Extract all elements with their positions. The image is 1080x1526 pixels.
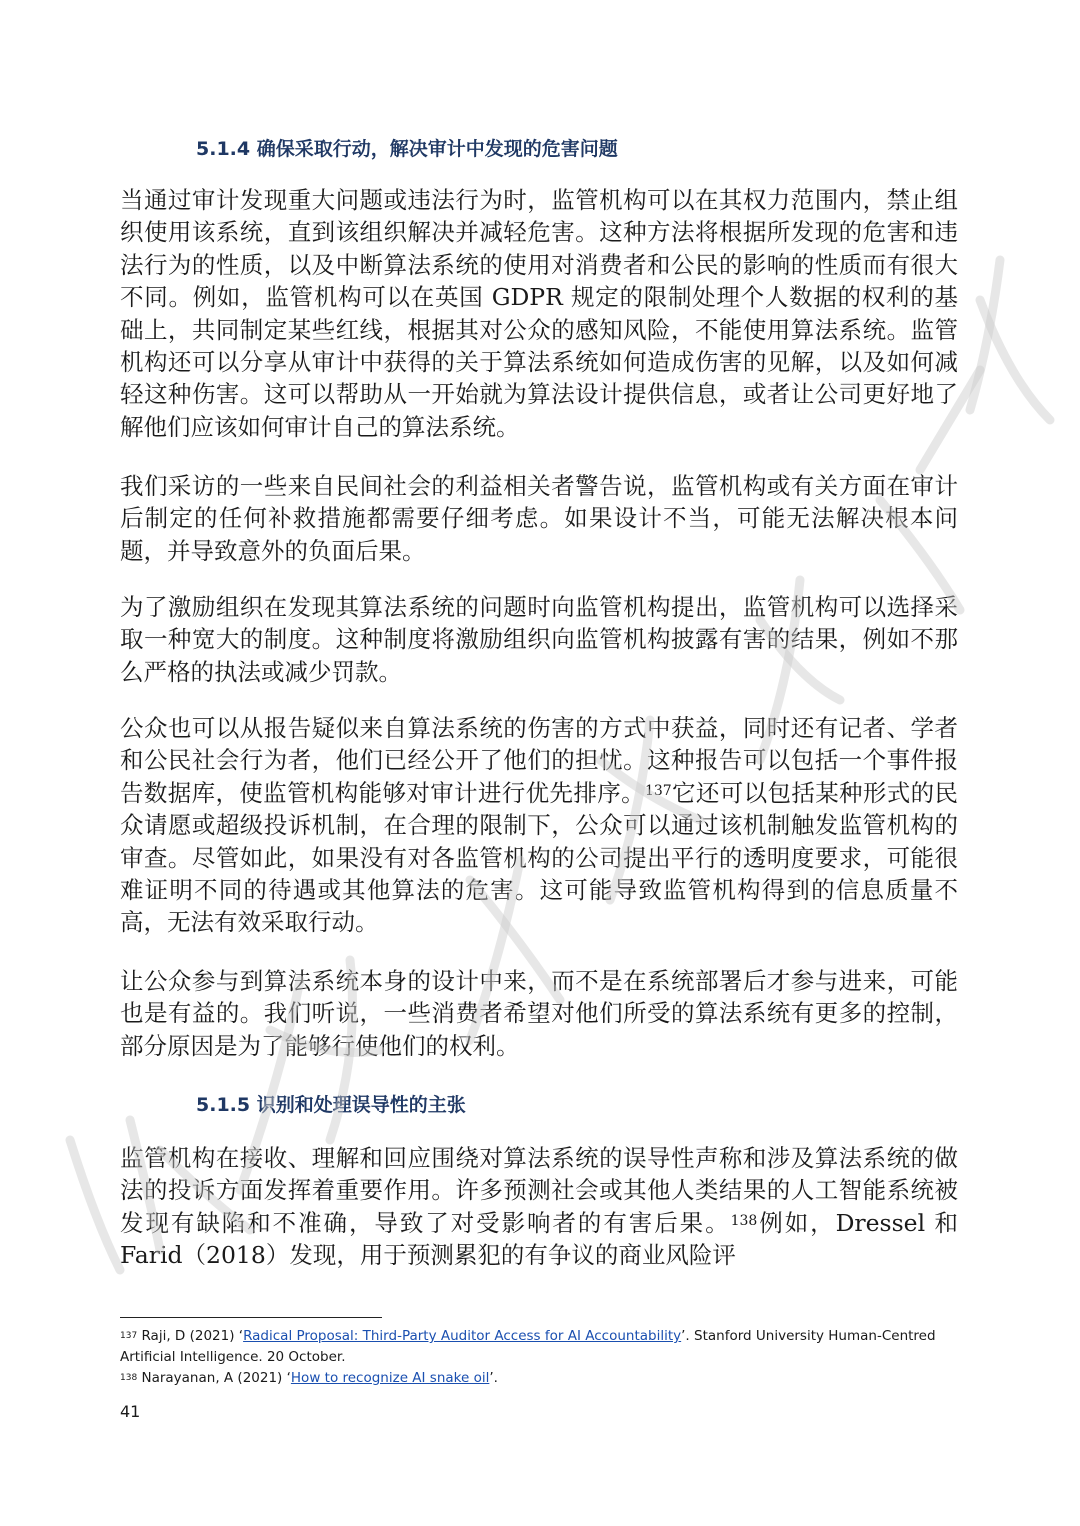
section-heading-5-1-4: 5.1.4 确保采取行动，解决审计中发现的危害问题 bbox=[196, 138, 618, 160]
paragraph-4-part-a: 公众也可以从报告疑似来自算法系统的伤害的方式中获益，同时还有记者、学者和公民社会行为者，他们已经公开了他们的担忧。这种报告可以包括一个事件报告数据库，使监管机构能够对审计进行优先排序。 bbox=[120, 714, 958, 807]
footnote-text: ’. bbox=[489, 1370, 498, 1386]
paragraph-6-part-a: 监管机构在接收、理解和回应围绕对算法系统的误导性声称和涉及算法系统的做法的投诉方面发挥着重要作用。许多预测社会或其他人类结果的人工智能系统被发现有缺陷和不准确，导致了对受影响者的有害后果。 bbox=[120, 1144, 958, 1237]
footnote-number: 137 bbox=[120, 1331, 138, 1341]
paragraph-6-part-b: 例如，Dressel 和 Farid（2018）发现，用于预测累犯的有争议的商业风险评 bbox=[120, 1208, 959, 1270]
section-heading-5-1-5: 5.1.5 识别和处理误导性的主张 bbox=[196, 1094, 466, 1116]
paragraph-6 bbox=[120, 1142, 958, 1272]
footnote-link-ai-snake-oil[interactable]: How to recognize AI snake oil bbox=[290, 1370, 490, 1386]
paragraph-4-part-b: 它还可以包括某种形式的民众请愿或超级投诉机制，在合理的限制下，公众可以通过该机制触发监管机构的审查。尽管如此，如果没有对各监管机构的公司提出平行的透明度要求，可能很难证明不同的待遇或其他算法的危害。这可能导致监管机构得到的信息质量不高，无法有效采取行动。 bbox=[120, 778, 959, 937]
footnote-ref-137[interactable]: 137 bbox=[644, 782, 672, 799]
footnote-text: Narayanan, A (2021) ‘ bbox=[137, 1370, 291, 1386]
footnote-divider bbox=[120, 1317, 382, 1318]
paragraph-4 bbox=[120, 712, 958, 939]
paragraph-3: 为了激励组织在发现其算法系统的问题时向监管机构提出，监管机构可以选择采取一种宽大的制度。这种制度将激励组织向监管机构披露有害的结果，例如不那么严格的执法或减少罚款。 bbox=[120, 593, 958, 686]
paragraph-5: 让公众参与到算法系统本身的设计中来，而不是在系统部署后才参与进来，可能也是有益的。我们听说，一些消费者希望对他们所受的算法系统有更多的控制，部分原因是为了能够行使他们的权利。 bbox=[120, 967, 958, 1060]
footnote-number: 138 bbox=[120, 1373, 138, 1383]
paragraph-1: 当通过审计发现重大问题或违法行为时，监管机构可以在其权力范围内，禁止组织使用该系统，直到该组织解决并减轻危害。这种方法将根据所发现的危害和违法行为的性质，以及中断算法系统的使用对消费者和公民的影响的性质而有很大不同。例如，监管机构可以在英国 GDPR 规定的限制处理个人数据的权利的基础上，共同制定某些红线，根据其对公众的感知风险，不能使用算法系统。监管机构还可以分享从审计中获得的关于算法系统如何造成伤害的见解，以及如何减轻这种伤害。这可以帮助从一开始就为算法设计提供信息，或者让公司更好地了解他们应该如何审计自己的算法系统。 bbox=[120, 186, 958, 441]
footnote-text: ’. Stanford University Human-Centred Artificial Intelligence. 20 October. bbox=[120, 1328, 936, 1365]
footnote-ref-138[interactable]: 138 bbox=[730, 1212, 758, 1229]
footnote-link-radical-proposal[interactable]: Radical Proposal: Third-Party Auditor Access for AI Accountability bbox=[243, 1328, 682, 1344]
footnote-137 bbox=[120, 1326, 960, 1368]
footnote-138 bbox=[120, 1368, 960, 1389]
page-number: 41 bbox=[120, 1402, 141, 1421]
footnote-text: Raji, D (2021) ‘ bbox=[137, 1328, 244, 1344]
paragraph-2: 我们采访的一些来自民间社会的利益相关者警告说，监管机构或有关方面在审计后制定的任何补救措施都需要仔细考虑。如果设计不当，可能无法解决根本问题，并导致意外的负面后果。 bbox=[120, 472, 958, 565]
footnotes bbox=[120, 1326, 960, 1389]
